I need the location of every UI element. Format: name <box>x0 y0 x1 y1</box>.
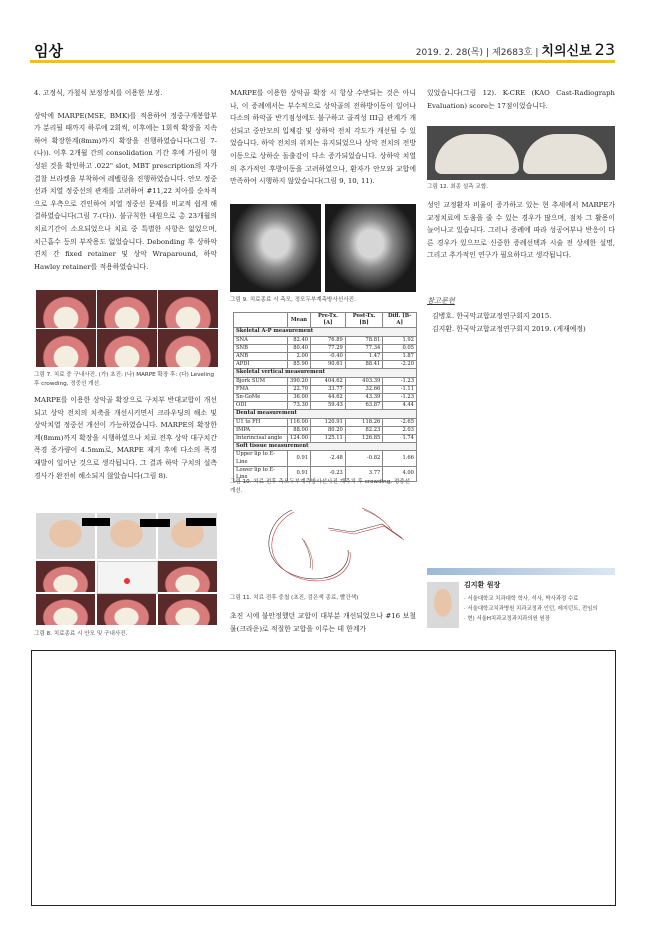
table-cell: 403.39 <box>345 377 383 385</box>
table-section-row <box>234 443 417 451</box>
reference-item: 김병호. 한국악교합교정연구회지 2015. <box>432 312 552 320</box>
table-section-row <box>234 369 417 377</box>
privacy-bar <box>82 518 110 526</box>
table-section: Skeletal A-P measurement <box>234 328 417 336</box>
table-cell: -0.40 <box>311 353 346 361</box>
references-title: 참고문헌 <box>427 296 455 305</box>
table-cell: FMA <box>234 385 288 393</box>
intraoral-photo <box>158 561 217 592</box>
table-cell: 36.00 <box>287 394 310 402</box>
table-section-row <box>234 410 417 418</box>
table-cell: 32.66 <box>345 385 383 393</box>
paragraph: 성인 교정환자 비율이 증가하고 있는 현 추세에서 MARPE가 교정치료에 도움을 줄 수 있는 경우가 많으며, 점차 그 활용이 늘어나고 있습니다. 그러나 증례에 따라 성공여부나 반응이 다른 경우가 있으므로 신중한 증례선택과 시술 전 상세한 설명, 그리고 추가적인 연구가 필요하다고 생각됩니다. <box>427 201 615 260</box>
table-cell: 1.92 <box>383 336 417 344</box>
figure-7-caption: 그림 7. 치료 중 구내사진. (가) 초진: (나) MARPE 확장 후: (다) Leveling 후 crowding, 정중선 개선. <box>34 372 215 387</box>
paragraph: 상악에 MARPE(MSE, BMK)를 적용하여 정중구개봉합부가 분리될 때까지 하루에 2회씩, 이후에는 1회씩 확장을 지속하여 확장한계(8mm)까지 확장을 진행하였습니다(그림 7-(나)). 이후 2개월 간의 consolidation 기간 후에 가림이 형성된 것을 확인하고 .022" slot, MBT prescription의 자가결찰 브라켓을 부착하여 레벨링을 진행하였습니다. 안모 정중선과 치열 정중선의 관계를 고려하여 #11,22 치아를 순차적으로 우측으로 견인하여 치열 정중선 문제를 비교적 쉽게 해결하였습니다(그림 7-(다)). 불규칙한 내원으로 총 23개월의 치료기간이 소요되었으나 치료 중 특별한 사항은 없었으며, 치근흡수 등의 부작용도 없었습니다. Debonding 후 상하악 견치 간 fixed retainer 및 상악 Wraparound, 하악 Hawley retainer를 적용하였습니다. <box>34 111 217 271</box>
advertisement-box <box>31 650 616 906</box>
table-cell: 63.87 <box>345 402 383 410</box>
profile-bar <box>427 568 615 575</box>
privacy-bar <box>140 519 170 527</box>
figure-8 <box>36 513 218 626</box>
paragraph: 초진 시에 불안정했던 교합이 대부분 개선되었으나 #16 보철물(크라운)로 적절한 교합을 이루는 데 한계가 <box>230 612 416 633</box>
references-list <box>432 310 586 335</box>
table-cell: Bjork SUM <box>234 377 288 385</box>
credential-item: · 현) 서울H치과교정과치과의원 원장 <box>464 616 550 622</box>
figure-7 <box>36 290 218 368</box>
column-2-text-top <box>230 87 416 198</box>
table-cell: -2.65 <box>383 418 417 426</box>
table-row <box>234 336 417 344</box>
intraoral-photo <box>97 290 157 328</box>
table-row <box>234 418 417 426</box>
intraoral-photo <box>36 561 95 592</box>
table-cell: 0.05 <box>383 344 417 352</box>
table-cell: IMPA <box>234 426 288 434</box>
intraoral-photo <box>97 594 156 625</box>
table-cell: 82.23 <box>345 426 383 434</box>
table-cell: 85.90 <box>287 361 310 369</box>
intraoral-photo <box>97 329 157 367</box>
table-row <box>234 435 417 443</box>
table-cell: 1.87 <box>383 353 417 361</box>
cast-model <box>523 134 607 174</box>
table-row <box>234 426 417 434</box>
table-row <box>234 361 417 369</box>
table-cell: 2.03 <box>383 426 417 434</box>
table-cell: 118.26 <box>345 418 383 426</box>
reference-item: 김지환. 한국악교합교정연구회지 2019. (게재예정) <box>432 324 586 333</box>
page-number: 23 <box>594 40 615 59</box>
header-separator: | <box>535 48 539 58</box>
paragraph: MARPE를 이용한 상악골 확장으로 구치부 반대교합이 개선되고 상악 전치의 치축을 개선시키면서 크라우딩의 해소 및 상악치열 정중선 개선이 가능하였습니다. MARPE의 확장한계(8mm)까지 확장을 시행하였으나 치료 전후 상악 대구치간 폭경 증가량이 4.5mm로, MARPE 제거 후에 다소의 폭경 재발이 일어난 것으로 생각됩니다. 그 결과 하악 구치의 설측경사가 완전히 해소되지 않았습니다(그림 8). <box>34 396 217 480</box>
author-credentials <box>464 594 597 624</box>
table-cell: 116.00 <box>287 418 310 426</box>
column-2-text-bottom <box>230 610 416 645</box>
table-cell: Interincisal angle <box>234 435 288 443</box>
table-header: Mean <box>287 313 310 328</box>
table-cell: 0.91 <box>287 451 310 466</box>
table-cell: 22.70 <box>287 385 310 393</box>
table-cell: -1.11 <box>383 385 417 393</box>
figure-11-caption: 그림 11. 치료 전후 중첩 (초진, 검은색 종료, 빨간색) <box>230 595 359 601</box>
issue-date: 2019. 2. 28(목) <box>415 48 484 58</box>
intraoral-photo <box>158 594 217 625</box>
table-cell: 4.00 <box>383 466 417 481</box>
table-cell: 73.30 <box>287 402 310 410</box>
section-title: 임상 <box>34 42 63 60</box>
credential-item: · 서울대학교 치과대학 학사, 석사, 박사과정 수료 <box>464 596 579 602</box>
author-photo <box>427 582 459 628</box>
table-cell: 404.62 <box>311 377 346 385</box>
table-cell: 390.20 <box>287 377 310 385</box>
table-row <box>234 385 417 393</box>
lateral-xray <box>230 204 321 292</box>
column-3-text-top <box>427 87 615 122</box>
figure-11 <box>232 498 416 590</box>
table-section: Soft tissue measurement <box>234 443 417 451</box>
table-cell: ODI <box>234 402 288 410</box>
table-cell: Lower lip to E-Line <box>234 466 288 481</box>
table-cell: 76.89 <box>311 336 346 344</box>
table-cell: 88.41 <box>345 361 383 369</box>
table-cell: SNA <box>234 336 288 344</box>
table-cell: -0.23 <box>311 466 346 481</box>
cast-model <box>435 134 519 174</box>
table-cell: 120.91 <box>311 418 346 426</box>
table-section: Skeletal vertical measurement <box>234 369 417 377</box>
table-cell: U1 to FH <box>234 418 288 426</box>
table-row <box>234 451 417 466</box>
table-cell: Upper lip to E-Line <box>234 451 288 466</box>
paragraph: MARPE를 이용한 상악골 확장 시 항상 수반되는 것은 아니나, 이 증례에서는 부수적으로 상악골의 전하방이동이 일어나 다소의 하악골 반기점성에도 불구하고 골격성 III급 관계가 개선되고 중안모의 입체감 및 상하악 전치 각도가 개선될 수 있었습니다. 하악 전치의 위치는 유지되었으나 상악 전치의 전방이동으로 상하순 돌출감이 다소 증가되었습니다. 상하악 치열의 추가적인 후방이동을 고려하였으나, 환자가 안모와 교합에 만족하여 시행하지 않았습니다(그림 9, 10, 11). <box>230 89 416 186</box>
figure-10-caption: 그림 10. 치료 전후 측모두부계측방사선사진 계측치 후 crowding, 정중선 개선. <box>230 479 411 494</box>
table-cell: 59.43 <box>311 402 346 410</box>
intraoral-photo <box>158 290 218 328</box>
intraoral-photo <box>36 329 96 367</box>
table-cell: 33.77 <box>311 385 346 393</box>
table-cell: -1.23 <box>383 394 417 402</box>
table-cell: 126.85 <box>345 435 383 443</box>
table-cell: 125.11 <box>311 435 346 443</box>
table-cell: 2.00 <box>287 353 310 361</box>
figure-8-caption: 그림 8. 치료종료 시 안모 및 구내사진. <box>34 631 128 637</box>
table-header: Post-Tx. [B] <box>345 313 383 328</box>
figure-10-table <box>233 312 417 482</box>
table-cell: 88.00 <box>287 426 310 434</box>
paragraph: 4. 고정식, 가철식 보정장치를 이용한 보정. <box>34 89 163 97</box>
table-section: Dental measurement <box>234 410 417 418</box>
table-row <box>234 377 417 385</box>
marker-dot <box>124 578 130 584</box>
figure-9-caption: 그림 9. 치료종료 시 측모, 정모두부계측방사선사진. <box>230 297 356 303</box>
figure-12 <box>427 126 615 180</box>
table-section-row <box>234 328 417 336</box>
table-cell: 3.77 <box>345 466 383 481</box>
header-rule <box>30 60 615 63</box>
table-cell: APDI <box>234 361 288 369</box>
intraoral-photo <box>36 594 95 625</box>
table-cell: 124.00 <box>287 435 310 443</box>
table-header: Diff. [B-A] <box>383 313 417 328</box>
table-row <box>234 344 417 352</box>
chart-photo <box>97 561 158 594</box>
table-cell: 77.34 <box>345 344 383 352</box>
table-cell: 78.81 <box>345 336 383 344</box>
table-cell: Sn-GoMe <box>234 394 288 402</box>
privacy-bar <box>186 518 216 526</box>
masthead <box>416 40 615 59</box>
table-header <box>234 313 288 328</box>
cephalometric-table <box>233 312 417 482</box>
table-cell: -0.82 <box>345 451 383 466</box>
table-cell: 44.62 <box>311 394 346 402</box>
table-cell: 80.40 <box>287 344 310 352</box>
table-row <box>234 353 417 361</box>
table-cell: -2.20 <box>383 361 417 369</box>
column-3-text-mid <box>427 199 615 272</box>
author-name: 김지환 원장 <box>464 581 501 589</box>
figure-9 <box>230 204 416 292</box>
table-row <box>234 394 417 402</box>
intraoral-photo <box>158 329 218 367</box>
intraoral-photo <box>36 290 96 328</box>
table-header: Pre-Tx. [A] <box>311 313 346 328</box>
figure-12-caption: 그림 12. 최종 설측 교합. <box>427 184 489 190</box>
issue-number: 제2683호 <box>492 48 533 58</box>
column-1-text-top <box>34 87 217 283</box>
table-cell: 77.29 <box>311 344 346 352</box>
header-separator: | <box>486 48 490 58</box>
table-cell: ANB <box>234 353 288 361</box>
table-cell: 90.61 <box>311 361 346 369</box>
table-cell: SNB <box>234 344 288 352</box>
paragraph: 있었습니다(그림 12). K-CRE (KAO Cast-Radiograph Evaluation) score는 17점이었습니다. <box>427 89 615 110</box>
table-cell: 0.91 <box>287 466 310 481</box>
table-cell: -1.23 <box>383 377 417 385</box>
column-1-text-mid <box>34 394 217 492</box>
credential-item: · 서울대학교치과병원 치과교정과 인턴, 레지던트, 전임의 <box>464 606 598 612</box>
table-row <box>234 402 417 410</box>
table-cell: -2.48 <box>311 451 346 466</box>
table-cell: 1.74 <box>383 435 417 443</box>
table-cell: 43.39 <box>345 394 383 402</box>
table-cell: 80.20 <box>311 426 346 434</box>
table-cell: 1.66 <box>383 451 417 466</box>
table-cell: 4.44 <box>383 402 417 410</box>
table-cell: 82.40 <box>287 336 310 344</box>
table-header-row <box>234 313 417 328</box>
superimposition-tracing <box>232 498 416 590</box>
brand-name: 치의신보 <box>541 44 592 59</box>
frontal-xray <box>325 204 416 292</box>
table-cell: 1.47 <box>345 353 383 361</box>
